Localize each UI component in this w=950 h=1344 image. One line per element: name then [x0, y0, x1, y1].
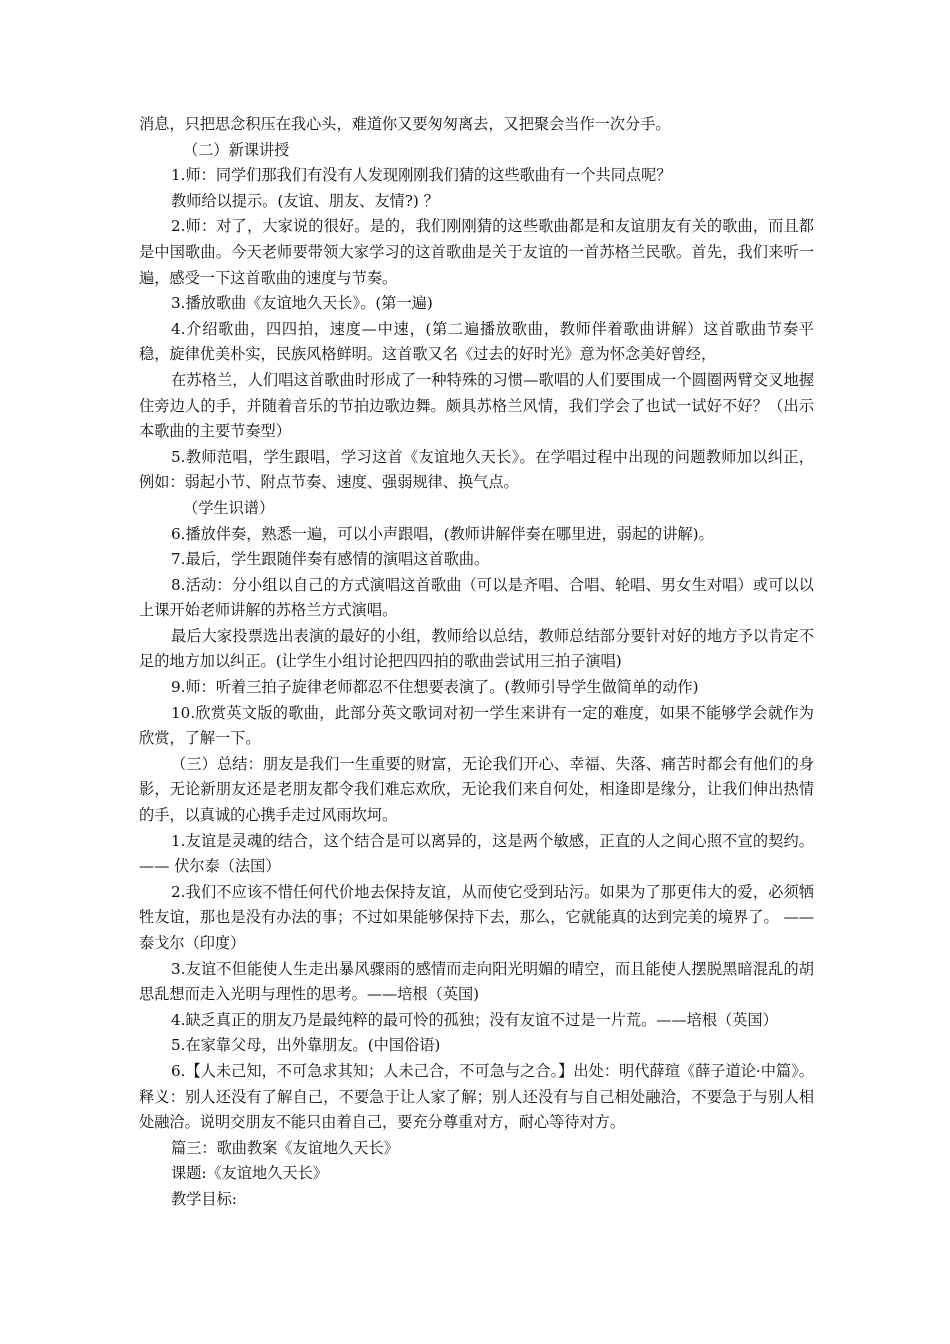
- paragraph-step-5: 5.教师范唱，学生跟唱，学习这首《友谊地久天长》。在学唱过程中出现的问题教师加以纠正，例如：弱起小节、附点节奏、速度、强弱规律、换气点。: [139, 447, 814, 492]
- paragraph-step-10: 10.欣赏英文版的歌曲，此部分英文歌词对初一学生来讲有一定的难度，如果不能够学会就作为欣赏，了解一下。: [139, 703, 814, 748]
- section-heading-new-lesson: （二）新课讲授: [183, 140, 290, 159]
- quote-2: 2.我们不应该不惜任何代价地去保持友谊，从而使它受到玷污。如果为了那更伟大的爱，必须牺牲友谊，那也是没有办法的事；不过如果能够保持下去，那么，它就能真的达到完美的境界了。 —— 泰戈尔（印度）: [139, 882, 814, 952]
- paragraph-step-2: 2.师：对了，大家说的很好。是的，我们刚刚猜的这些歌曲都是和友谊朋友有关的歌曲，而且都是中国歌曲。今天老师要带领大家学习的这首歌曲是关于友谊的一首苏格兰民歌。首先，我们来听一遍，感受一下这首歌曲的速度与节奏。: [139, 217, 814, 287]
- teaching-goals-heading: 教学目标:: [171, 1189, 237, 1208]
- paragraph-step-9: 9.师：听着三拍子旋律老师都忍不住想要表演了。(教师引导学生做简单的动作): [171, 678, 699, 697]
- quote-5: 5.在家靠父母，出外靠朋友。(中国俗语): [171, 1036, 441, 1055]
- document-body: [139, 112, 814, 1213]
- paragraph-hint: 教师给以提示。(友谊、朋友、友情?) ？: [171, 191, 439, 210]
- lesson-title: 课题:《友谊地久天长》: [171, 1164, 328, 1183]
- paragraph-vote: 最后大家投票选出表演的最好的小组，教师给以总结，教师总结部分要针对好的地方予以肯定不足的地方加以纠正。(让学生小组讨论把四四拍的歌曲尝试用三拍子演唱): [139, 626, 814, 671]
- paragraph-step-4: 4.介绍歌曲，四四拍，速度—中速，(第二遍播放歌曲，教师伴着歌曲讲解）这首歌曲节奏平稳，旋律优美朴实，民族风格鲜明。这首歌又名《过去的好时光》意为怀念美好曾经，: [139, 319, 814, 364]
- paragraph-step-1: 1.师：同学们那我们有没有人发现刚刚我们猜的这些歌曲有一个共同点呢？: [171, 166, 672, 185]
- paragraph-step-7: 7.最后，学生跟随伴奏有感情的演唱这首歌曲。: [171, 550, 490, 569]
- quote-4: 4.缺乏真正的朋友乃是最纯粹的最可怜的孤独；没有友谊不过是一片荒。——培根（英国）: [171, 1010, 778, 1029]
- paragraph-step-6: 6.播放伴奏，熟悉一遍，可以小声跟唱，(教师讲解伴奏在哪里进，弱起的讲解)。: [171, 524, 714, 543]
- quote-6: 6.【人未己知，不可急求其知；人未己合，不可急与之合。】出处：明代薛瑄《薛子道论·中篇》。释义：别人还没有了解自己，不要急于让人家了解；别人还没有与自己相处融洽，不要急于与别人相处融洽。说明交朋友不能只由着自己，要充分尊重对方，耐心等待对方。: [139, 1061, 814, 1132]
- paragraph-continuation: 消息，只把思念积压在我心头，难道你又要匆匆离去，又把聚会当作一次分手。: [139, 115, 671, 133]
- paragraph-scotland: 在苏格兰，人们唱这首歌曲时形成了一种特殊的习惯—歌唱的人们要围成一个圆圈两臂交叉地握住旁边人的手，并随着音乐的节拍边歌边舞。颇具苏格兰风情，我们学会了也试一试好不好？（出示本歌曲的主要节奏型）: [139, 370, 814, 441]
- paragraph-step-8: 8.活动：分小组以自己的方式演唱这首歌曲（可以是齐唱、合唱、轮唱、男女生对唱）或可以以上课开始老师讲解的苏格兰方式演唱。: [139, 575, 814, 620]
- quote-1: 1.友谊是灵魂的结合，这个结合是可以离异的，这是两个敏感，正直的人之间心照不宣的契约。 —— 伏尔泰（法国）: [139, 831, 814, 876]
- section-summary: （三）总结：朋友是我们一生重要的财富，无论我们开心、幸福、失落、痛苦时都会有他们的身影，无论新朋友还是老朋友都令我们难忘欢欣，无论我们来自何处，相逢即是缘分，让我们伸出热情的手，以真诚的心携手走过风雨坎坷。: [139, 754, 814, 825]
- paragraph-sight-reading: （学生识谱）: [183, 498, 275, 517]
- chapter-heading: 篇三：歌曲教案《友谊地久天长》: [171, 1138, 399, 1157]
- paragraph-step-3: 3.播放歌曲《友谊地久天长》。(第一遍): [171, 294, 433, 313]
- quote-3: 3.友谊不但能使人生走出暴风骤雨的感情而走向阳光明媚的晴空，而且能使人摆脱黑暗混乱的胡思乱想而走入光明与理性的思考。——培根（英国): [139, 959, 814, 1004]
